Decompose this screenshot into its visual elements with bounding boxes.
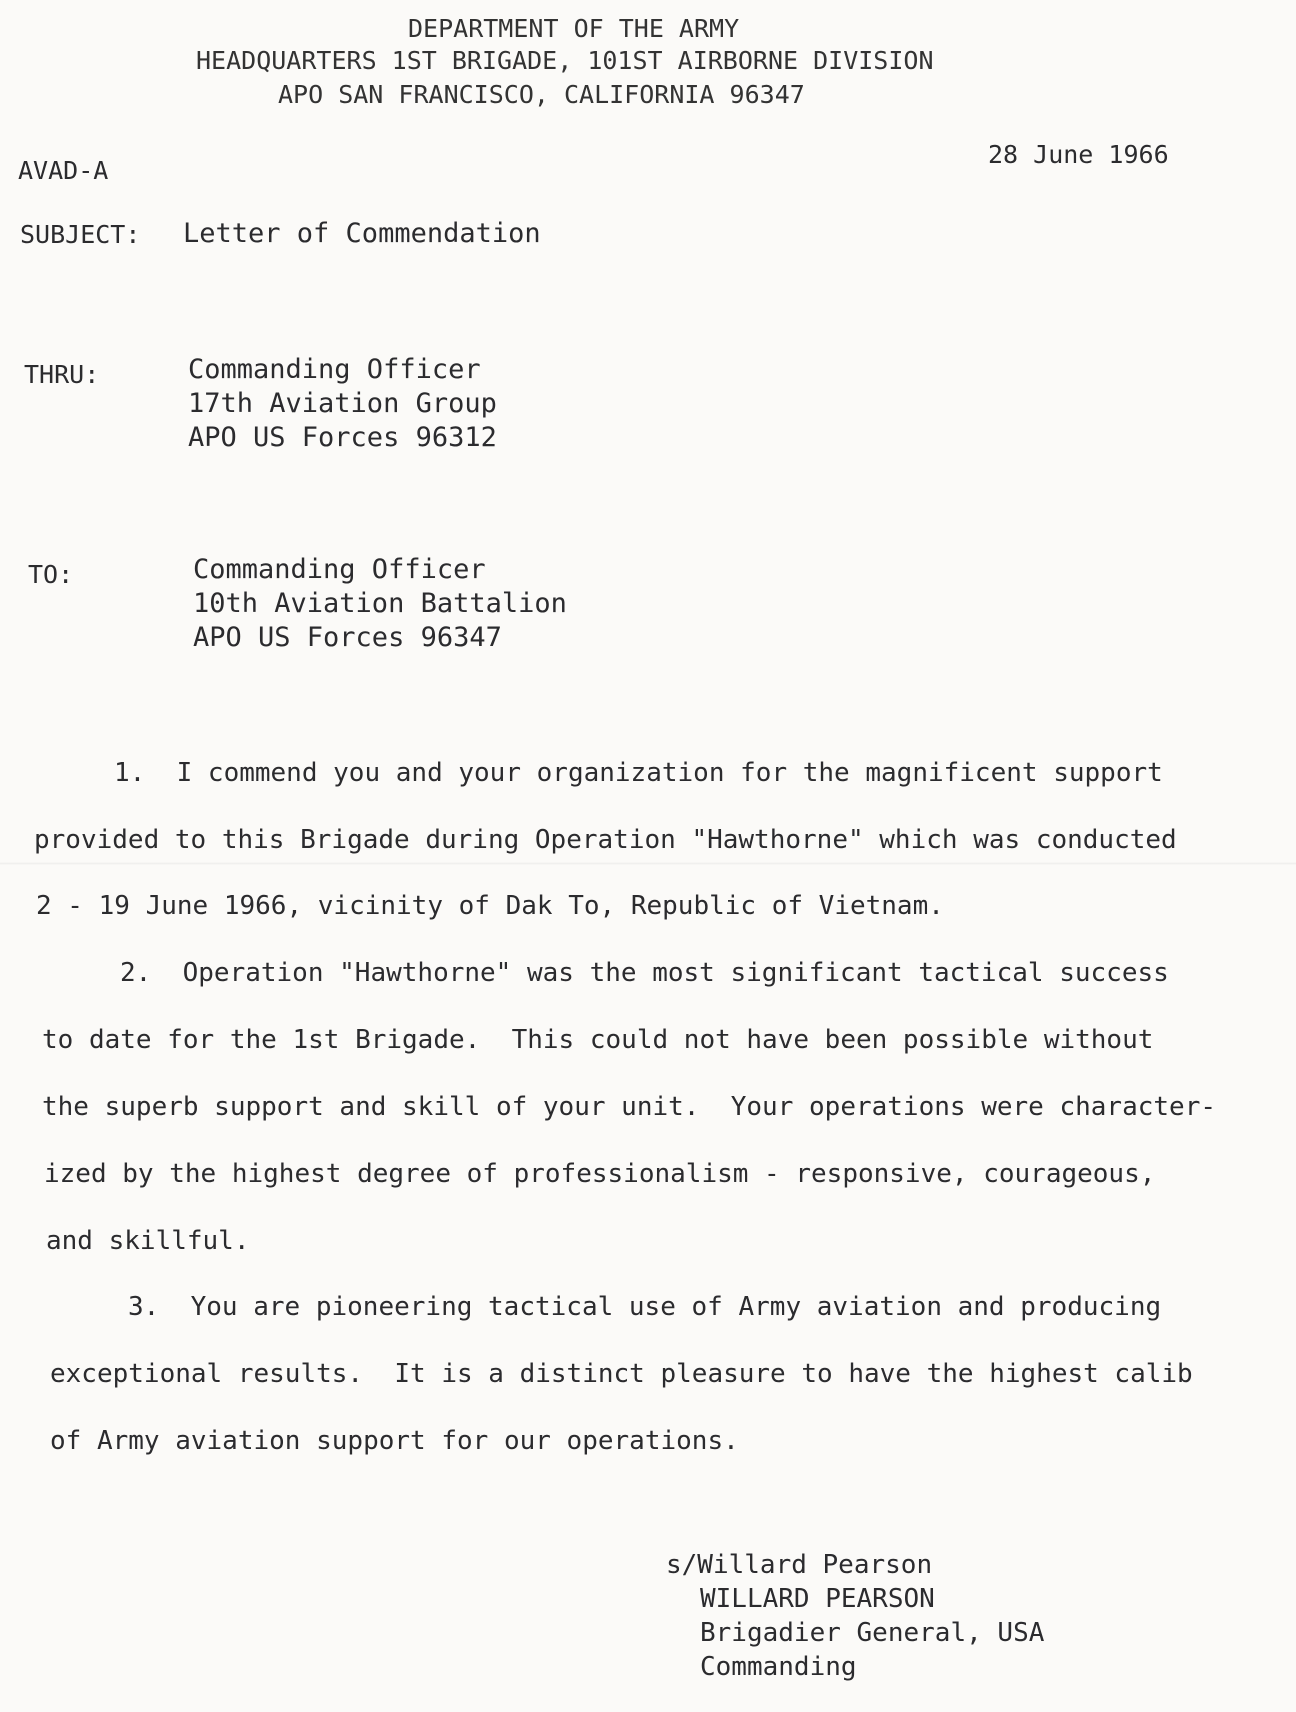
letterhead-headquarters: HEADQUARTERS 1ST BRIGADE, 101ST AIRBORNE DIVISION (196, 46, 934, 75)
paragraph-2-line: the superb support and skill of your unit. Your operations were character- (42, 1092, 1216, 1122)
subject-text: Letter of Commendation (183, 218, 541, 249)
paragraph-3-line: exceptional results. It is a distinct pleasure to have the highest calib (50, 1359, 1193, 1389)
paragraph-2-line: and skillful. (46, 1226, 250, 1256)
letter-date: 28 June 1966 (988, 140, 1169, 169)
paragraph-2-line: to date for the 1st Brigade. This could not have been possible without (42, 1025, 1154, 1055)
letterhead-address: APO SAN FRANCISCO, CALIFORNIA 96347 (278, 80, 805, 109)
paragraph-2-line: 2. Operation "Hawthorne" was the most significant tactical success (120, 958, 1169, 988)
to-line: 10th Aviation Battalion (193, 588, 567, 619)
paper-fold-line (0, 862, 1296, 865)
paragraph-3-line: of Army aviation support for our operations. (50, 1426, 739, 1456)
paragraph-2-line: ized by the highest degree of professionalism - responsive, courageous, (44, 1159, 1156, 1189)
paragraph-1-line: provided to this Brigade during Operation "Hawthorne" which was conducted (34, 825, 1177, 855)
subject-label: SUBJECT: (20, 220, 141, 249)
signer-title: Commanding (700, 1652, 857, 1682)
to-line: Commanding Officer (193, 554, 486, 585)
paragraph-1-line: 2 - 19 June 1966, vicinity of Dak To, Republic of Vietnam. (36, 891, 944, 921)
thru-label: THRU: (24, 360, 100, 389)
to-line: APO US Forces 96347 (193, 622, 502, 653)
thru-line: Commanding Officer (188, 354, 481, 385)
signer-name: WILLARD PEARSON (700, 1584, 935, 1614)
to-label: TO: (28, 560, 74, 589)
letterhead-department: DEPARTMENT OF THE ARMY (408, 14, 740, 43)
signer-rank: Brigadier General, USA (700, 1618, 1045, 1648)
paragraph-3-line: 3. You are pioneering tactical use of Army aviation and producing (128, 1292, 1162, 1322)
paragraph-1-line: 1. I commend you and your organization for the magnificent support (114, 758, 1163, 788)
thru-line: 17th Aviation Group (188, 388, 497, 419)
office-symbol: AVAD-A (18, 156, 109, 185)
signature-line: s/Willard Pearson (666, 1550, 933, 1580)
thru-line: APO US Forces 96312 (188, 422, 497, 453)
